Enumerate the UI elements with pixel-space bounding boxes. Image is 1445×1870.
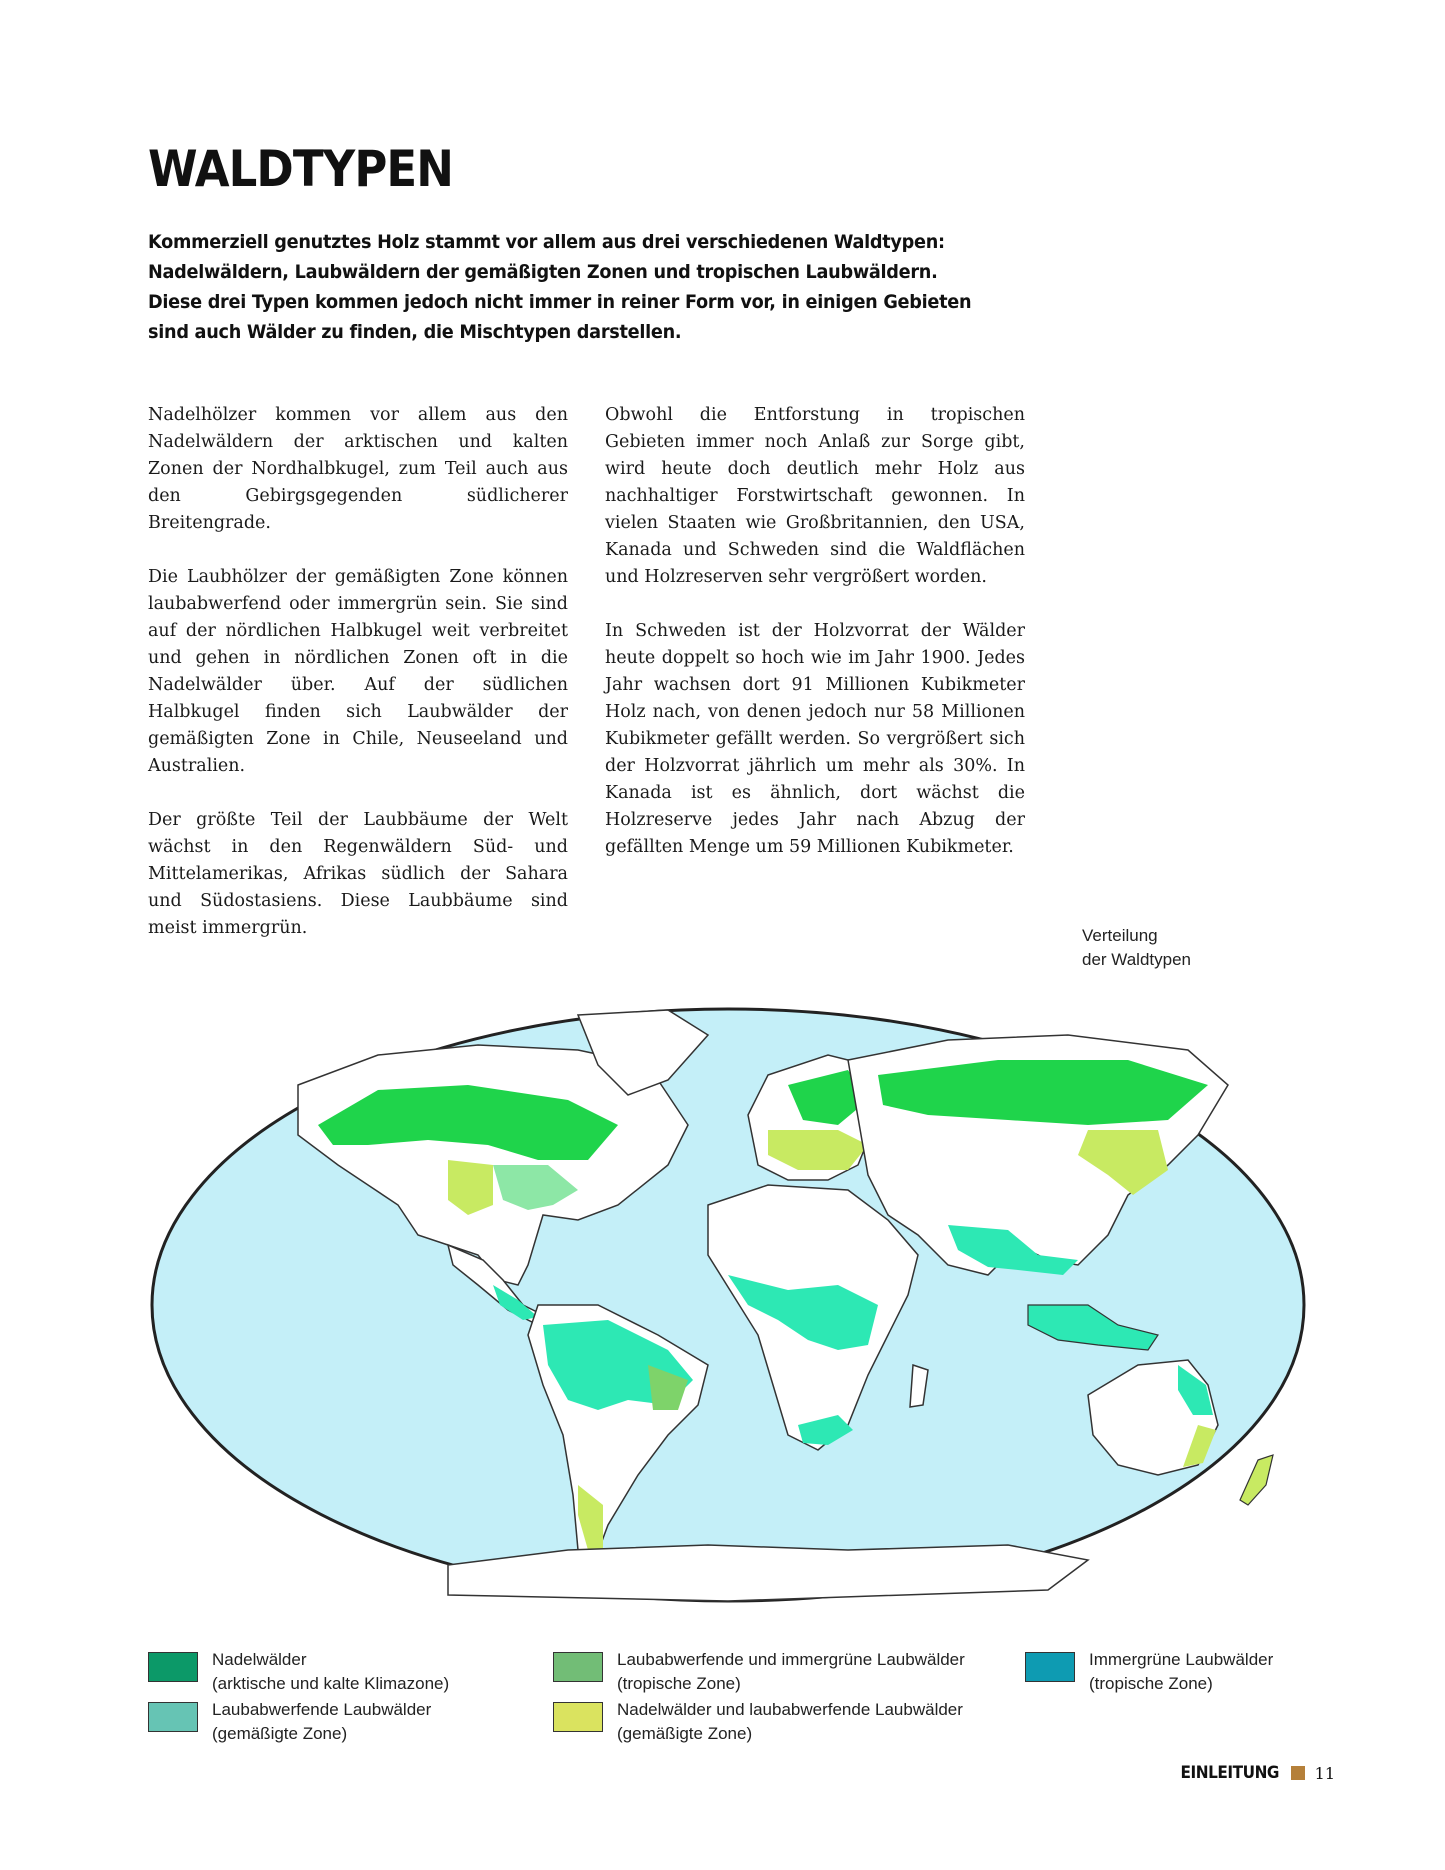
legend-item-tropical-evergreen xyxy=(1025,1648,1273,1696)
page-number: 11 xyxy=(1314,1763,1335,1783)
legend-item-mixed xyxy=(553,1698,963,1746)
map-caption xyxy=(1082,924,1191,972)
map-caption-line-2: der Waldtypen xyxy=(1082,950,1191,969)
footer-square-icon xyxy=(1291,1766,1305,1780)
land-new-zealand xyxy=(1240,1455,1273,1505)
legend-label: Laubabwerfende und immergrüne Laubwälder xyxy=(617,1650,965,1669)
legend-text xyxy=(212,1698,431,1746)
footer-section: EINLEITUNG xyxy=(1180,1763,1280,1783)
legend-sublabel: (gemäßigte Zone) xyxy=(617,1724,753,1743)
legend-text xyxy=(1089,1648,1273,1696)
legend-item-tropical-mixed xyxy=(553,1648,965,1696)
legend-text xyxy=(617,1648,965,1696)
right-paragraph-2: In Schweden ist der Holzvorrat der Wälder heute doppelt so hoch wie im Jahr 1900. Jedes Jahr wachsen dort 91 Millionen Kubikmeter Holz nach, von denen jedoch nur 58 Millionen Kubikmeter gefällt werden. So vergrößert sich der Holzvorrat jährlich um mehr als 30%. In Kanada ist es ähnlich, dort wächst die Holzreserve jedes Jahr nach Abzug der gefällten Menge um 59 Millionen Kubikmeter. xyxy=(605,621,1025,857)
page-footer xyxy=(1175,1763,1335,1783)
map-caption-line-1: Verteilung xyxy=(1082,926,1158,945)
legend-swatch-tropical-evergreen xyxy=(1025,1652,1075,1682)
legend-sublabel: (gemäßigte Zone) xyxy=(212,1724,348,1743)
left-paragraph-1: Nadelhölzer kommen vor allem aus den Nadelwäldern der arktischen und kalten Zonen der Nordhalbkugel, zum Teil auch aus den Gebirgsgegenden südlicherer Breitengrade. xyxy=(148,405,568,533)
legend-swatch-boreal xyxy=(148,1652,198,1682)
world-forest-map xyxy=(148,1005,1308,1605)
legend-label: Laubabwerfende Laubwälder xyxy=(212,1700,432,1719)
legend-item-temperate xyxy=(148,1698,431,1746)
legend-item-boreal xyxy=(148,1648,449,1696)
page-title: WALDTYPEN xyxy=(148,140,454,198)
legend-label: Immergrüne Laubwälder xyxy=(1089,1650,1274,1669)
legend-label: Nadelwälder und laubabwerfende Laubwälder xyxy=(617,1700,963,1719)
lead-paragraph: Kommerziell genutztes Holz stammt vor allem aus drei verschiedenen Waldtypen: Nadelwäldern, Laubwäldern der gemäßigten Zonen und tropischen Laubwäldern. Diese drei Typen kommen jedoch nicht immer in reiner Form vor, in einigen Gebieten sind auch Wälder zu finden, die Mischtypen darstellen. xyxy=(148,231,972,343)
legend-text xyxy=(212,1648,449,1696)
legend-swatch-mixed xyxy=(553,1702,603,1732)
right-paragraph-1: Obwohl die Entforstung in tropischen Gebieten immer noch Anlaß zur Sorge gibt, wird heute doch deutlich mehr Holz aus nachhaltiger Forstwirtschaft gewonnen. In vielen Staaten wie Großbritannien, den USA, Kanada und Schweden sind die Waldflächen und Holzreserven sehr vergrößert worden. xyxy=(605,405,1025,587)
legend-sublabel: (arktische und kalte Klimazone) xyxy=(212,1674,450,1693)
right-column xyxy=(605,402,1025,888)
legend-sublabel: (tropische Zone) xyxy=(617,1674,741,1693)
left-paragraph-3: Der größte Teil der Laubbäume der Welt wächst in den Regenwäldern Süd- und Mittelamerikas, Afrikas südlich der Sahara und Südostasiens. Diese Laubbäume sind meist immergrün. xyxy=(148,810,568,938)
left-column xyxy=(148,402,568,969)
legend-sublabel: (tropische Zone) xyxy=(1089,1674,1213,1693)
legend-text xyxy=(617,1698,963,1746)
left-paragraph-2: Die Laubhölzer der gemäßigten Zone können laubabwerfend oder immergrün sein. Sie sind auf der nördlichen Halbkugel weit verbreitet und gehen in nördlichen Zonen oft in die Nadelwälder über. Auf der südlichen Halbkugel finden sich Laubwälder der gemäßigten Zone in Chile, Neuseeland und Australien. xyxy=(148,567,568,776)
land-antarctica xyxy=(448,1545,1088,1601)
legend-label: Nadelwälder xyxy=(212,1650,307,1669)
legend-swatch-tropical-mixed xyxy=(553,1652,603,1682)
legend-swatch-temperate xyxy=(148,1702,198,1732)
